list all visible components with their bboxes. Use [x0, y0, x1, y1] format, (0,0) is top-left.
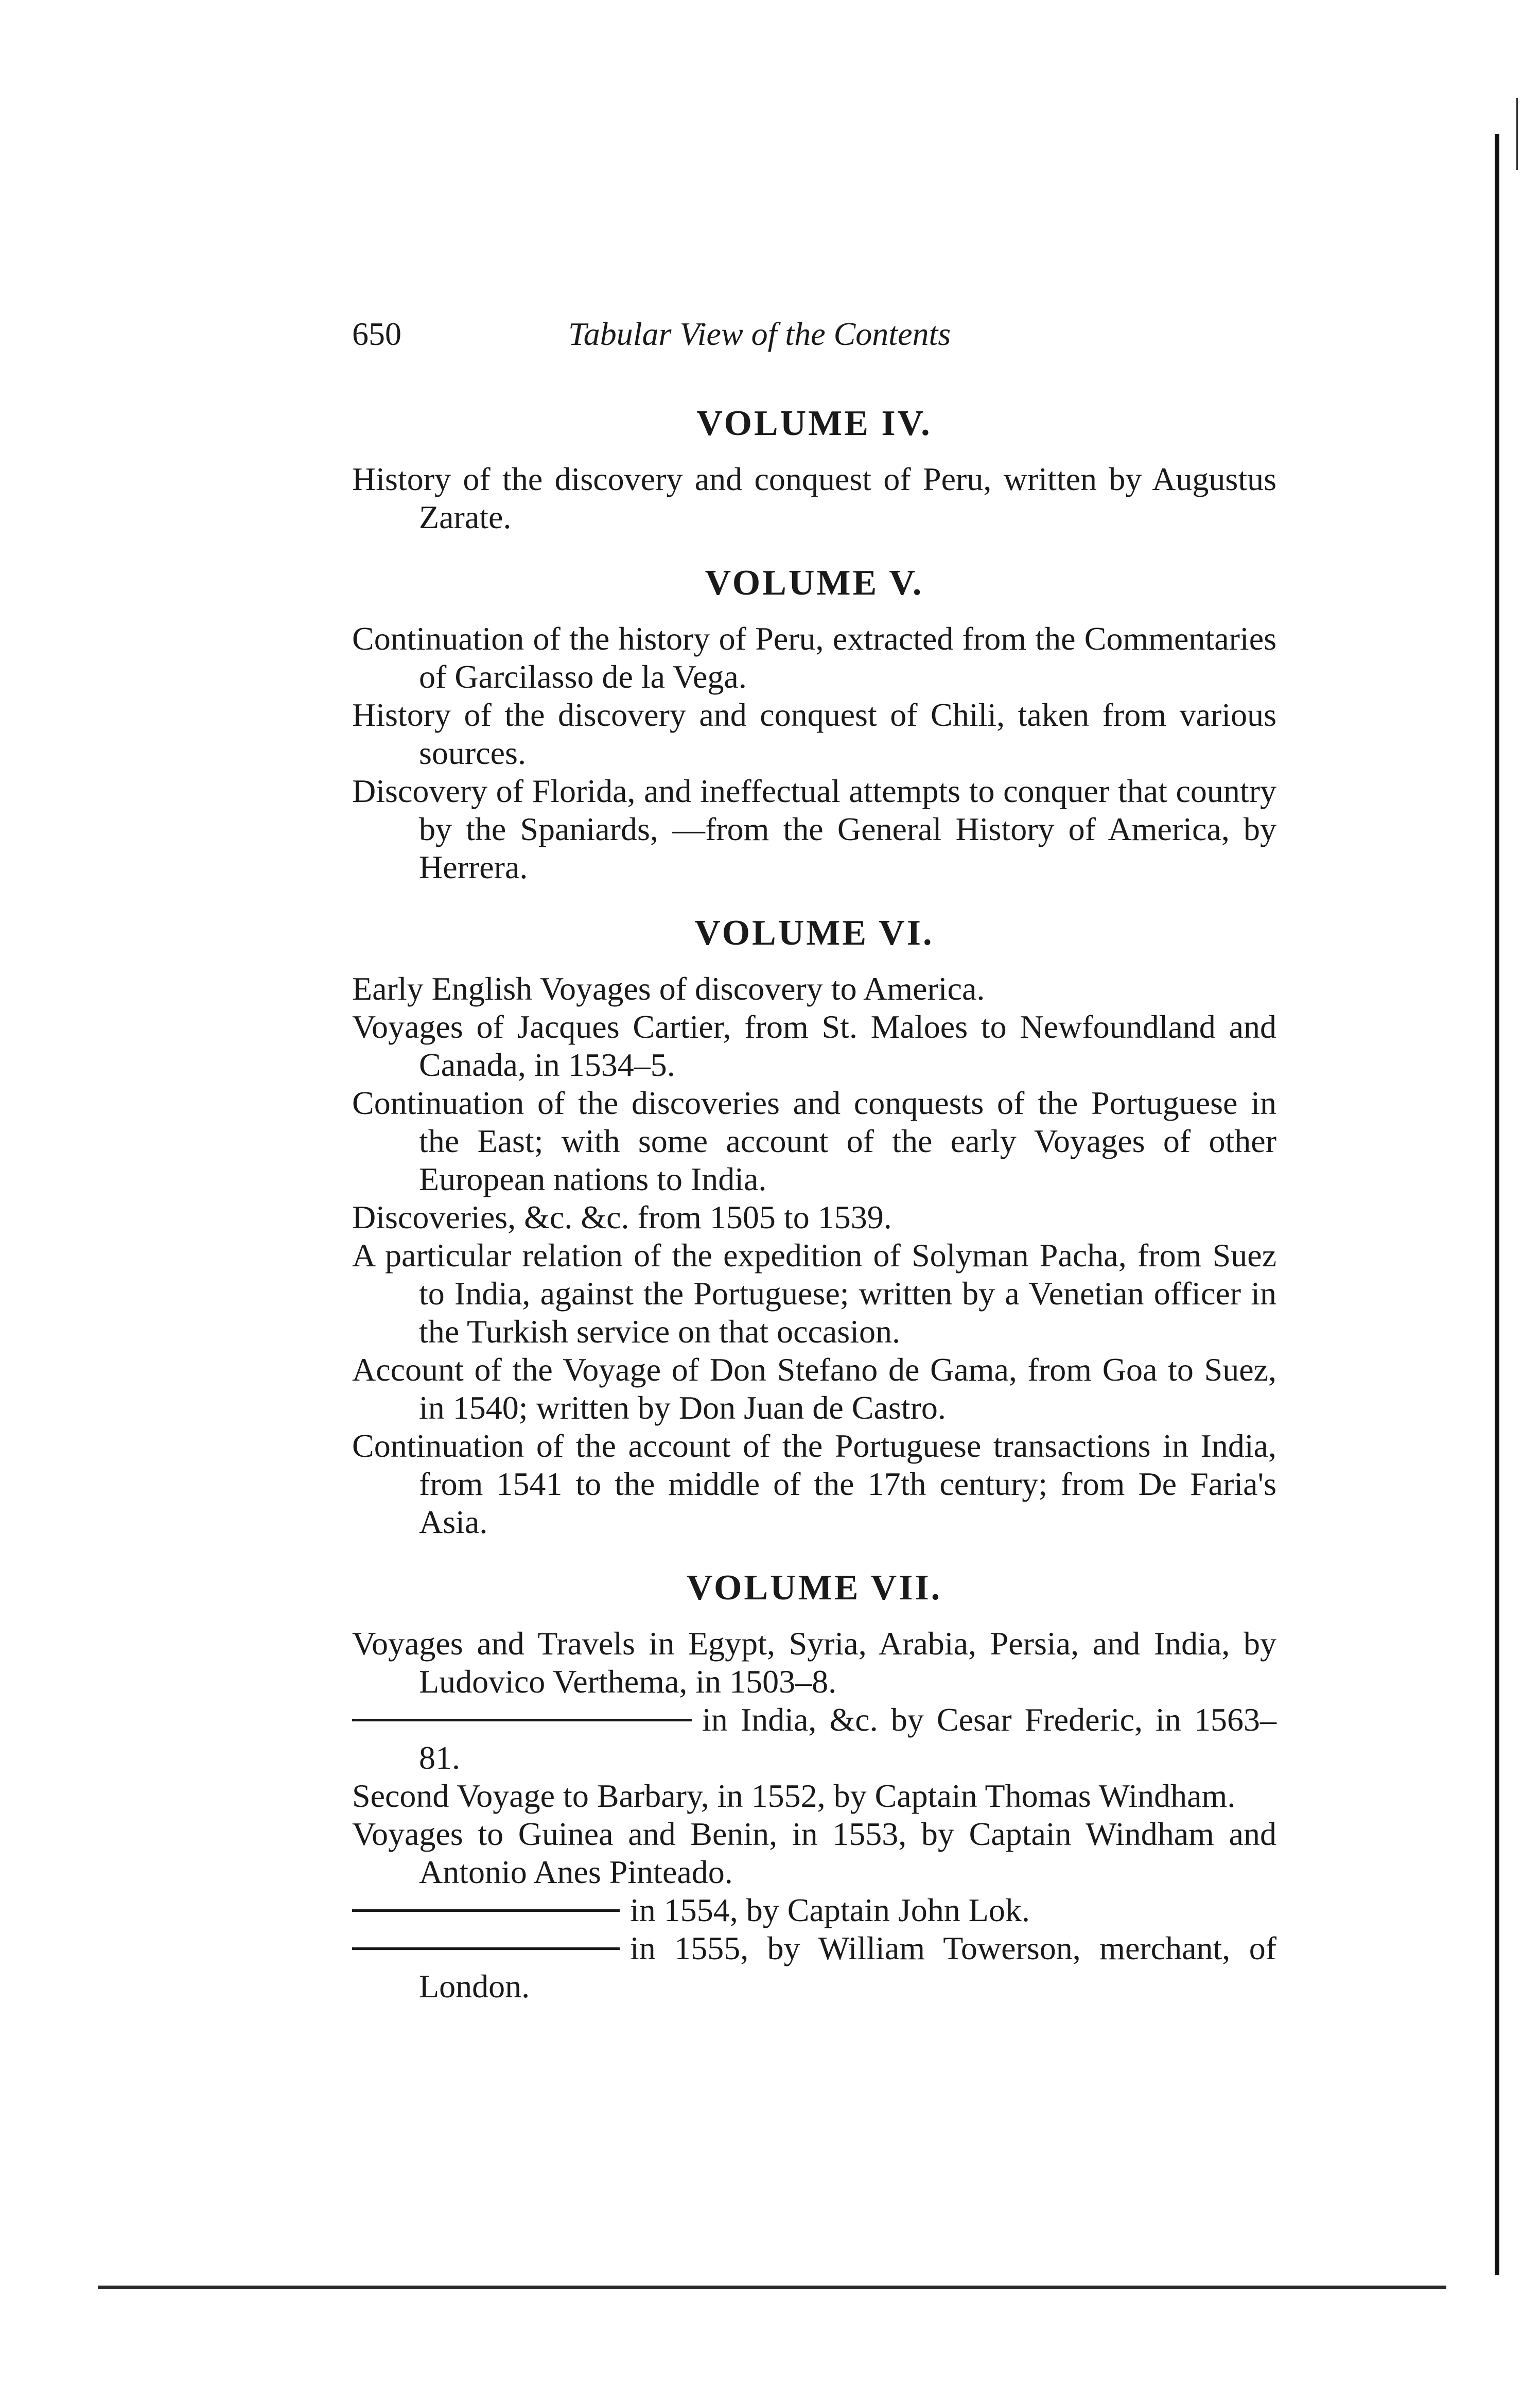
list-item: [352, 1929, 1276, 2006]
volume-heading: VOLUME VII.: [686, 1568, 942, 1608]
entry-list: [352, 460, 1276, 536]
volume-vii-section: [352, 1566, 1276, 2006]
list-item: History of the discovery and conquest of Chili, taken from various sources.: [352, 696, 1276, 771]
volume-heading: VOLUME VI.: [694, 913, 934, 953]
entry-list: [352, 620, 1276, 886]
list-item: [352, 1701, 1276, 1777]
entry-text: in 1555, by William Towerson, merchant, of London.: [419, 1930, 1276, 2005]
page-edge-mark: [1516, 98, 1518, 170]
list-item: Account of the Voyage of Don Stefano de Gama, from Goa to Suez, in 1540; written by Don Juan de Castro.: [352, 1351, 1276, 1426]
volume-heading: VOLUME IV.: [696, 404, 932, 443]
page-number: 650: [352, 316, 401, 352]
list-item: Continuation of the history of Peru, extracted from the Commentaries of Garcilasso de la Vega.: [352, 620, 1276, 695]
list-item: Voyages to Guinea and Benin, in 1553, by Captain Windham and Antonio Anes Pinteado.: [352, 1816, 1276, 1890]
list-item: Second Voyage to Barbary, in 1552, by Captain Thomas Windham.: [352, 1777, 1236, 1814]
volume-iv-section: [352, 402, 1276, 536]
list-item: History of the discovery and conquest of Peru, written by Augustus Zarate.: [352, 461, 1276, 535]
ditto-rule: [352, 1947, 620, 1950]
bottom-edge-rule: [98, 2286, 1446, 2289]
entry-text: in India, &c. by Cesar Frederic, in 1563–81.: [419, 1701, 1276, 1776]
list-item: A particular relation of the expedition of Solyman Pacha, from Suez to India, against the Portuguese; written by a Venetian officer in the Turkish service on that occasion.: [352, 1237, 1276, 1350]
volume-v-section: [352, 561, 1276, 886]
volume-heading: VOLUME V.: [705, 563, 924, 603]
page-edge-shadow: [1495, 134, 1499, 2275]
list-item: Discovery of Florida, and ineffectual attempts to conquer that country by the Spaniards, —from the General History of America, by Herrera.: [352, 773, 1276, 885]
list-item: Voyages of Jacques Cartier, from St. Maloes to Newfoundland and Canada, in 1534–5.: [352, 1008, 1276, 1083]
ditto-rule: [352, 1909, 620, 1912]
ditto-rule: [352, 1719, 692, 1721]
list-item: Early English Voyages of discovery to America.: [352, 970, 985, 1007]
list-item: Continuation of the account of the Portuguese transactions in India, from 1541 to the middle of the 17th century; from De Faria's Asia.: [352, 1427, 1276, 1540]
entry-list: [352, 970, 1276, 1541]
list-item: [352, 1891, 1276, 1929]
list-item: Discoveries, &c. &c. from 1505 to 1539.: [352, 1199, 892, 1235]
contents-body: [352, 402, 1276, 2030]
volume-vi-section: [352, 911, 1276, 1541]
list-item: Voyages and Travels in Egypt, Syria, Arabia, Persia, and India, by Ludovico Verthema, in 1503–8.: [352, 1625, 1276, 1700]
list-item: Continuation of the discoveries and conquests of the Portuguese in the East; with some account of the early Voyages of other European nations to India.: [352, 1085, 1276, 1197]
page-header: [352, 315, 1294, 372]
entry-text: in 1554, by Captain John Lok.: [630, 1892, 1030, 1928]
running-title: Tabular View of the Contents: [568, 316, 951, 352]
entry-list: [352, 1625, 1276, 2006]
